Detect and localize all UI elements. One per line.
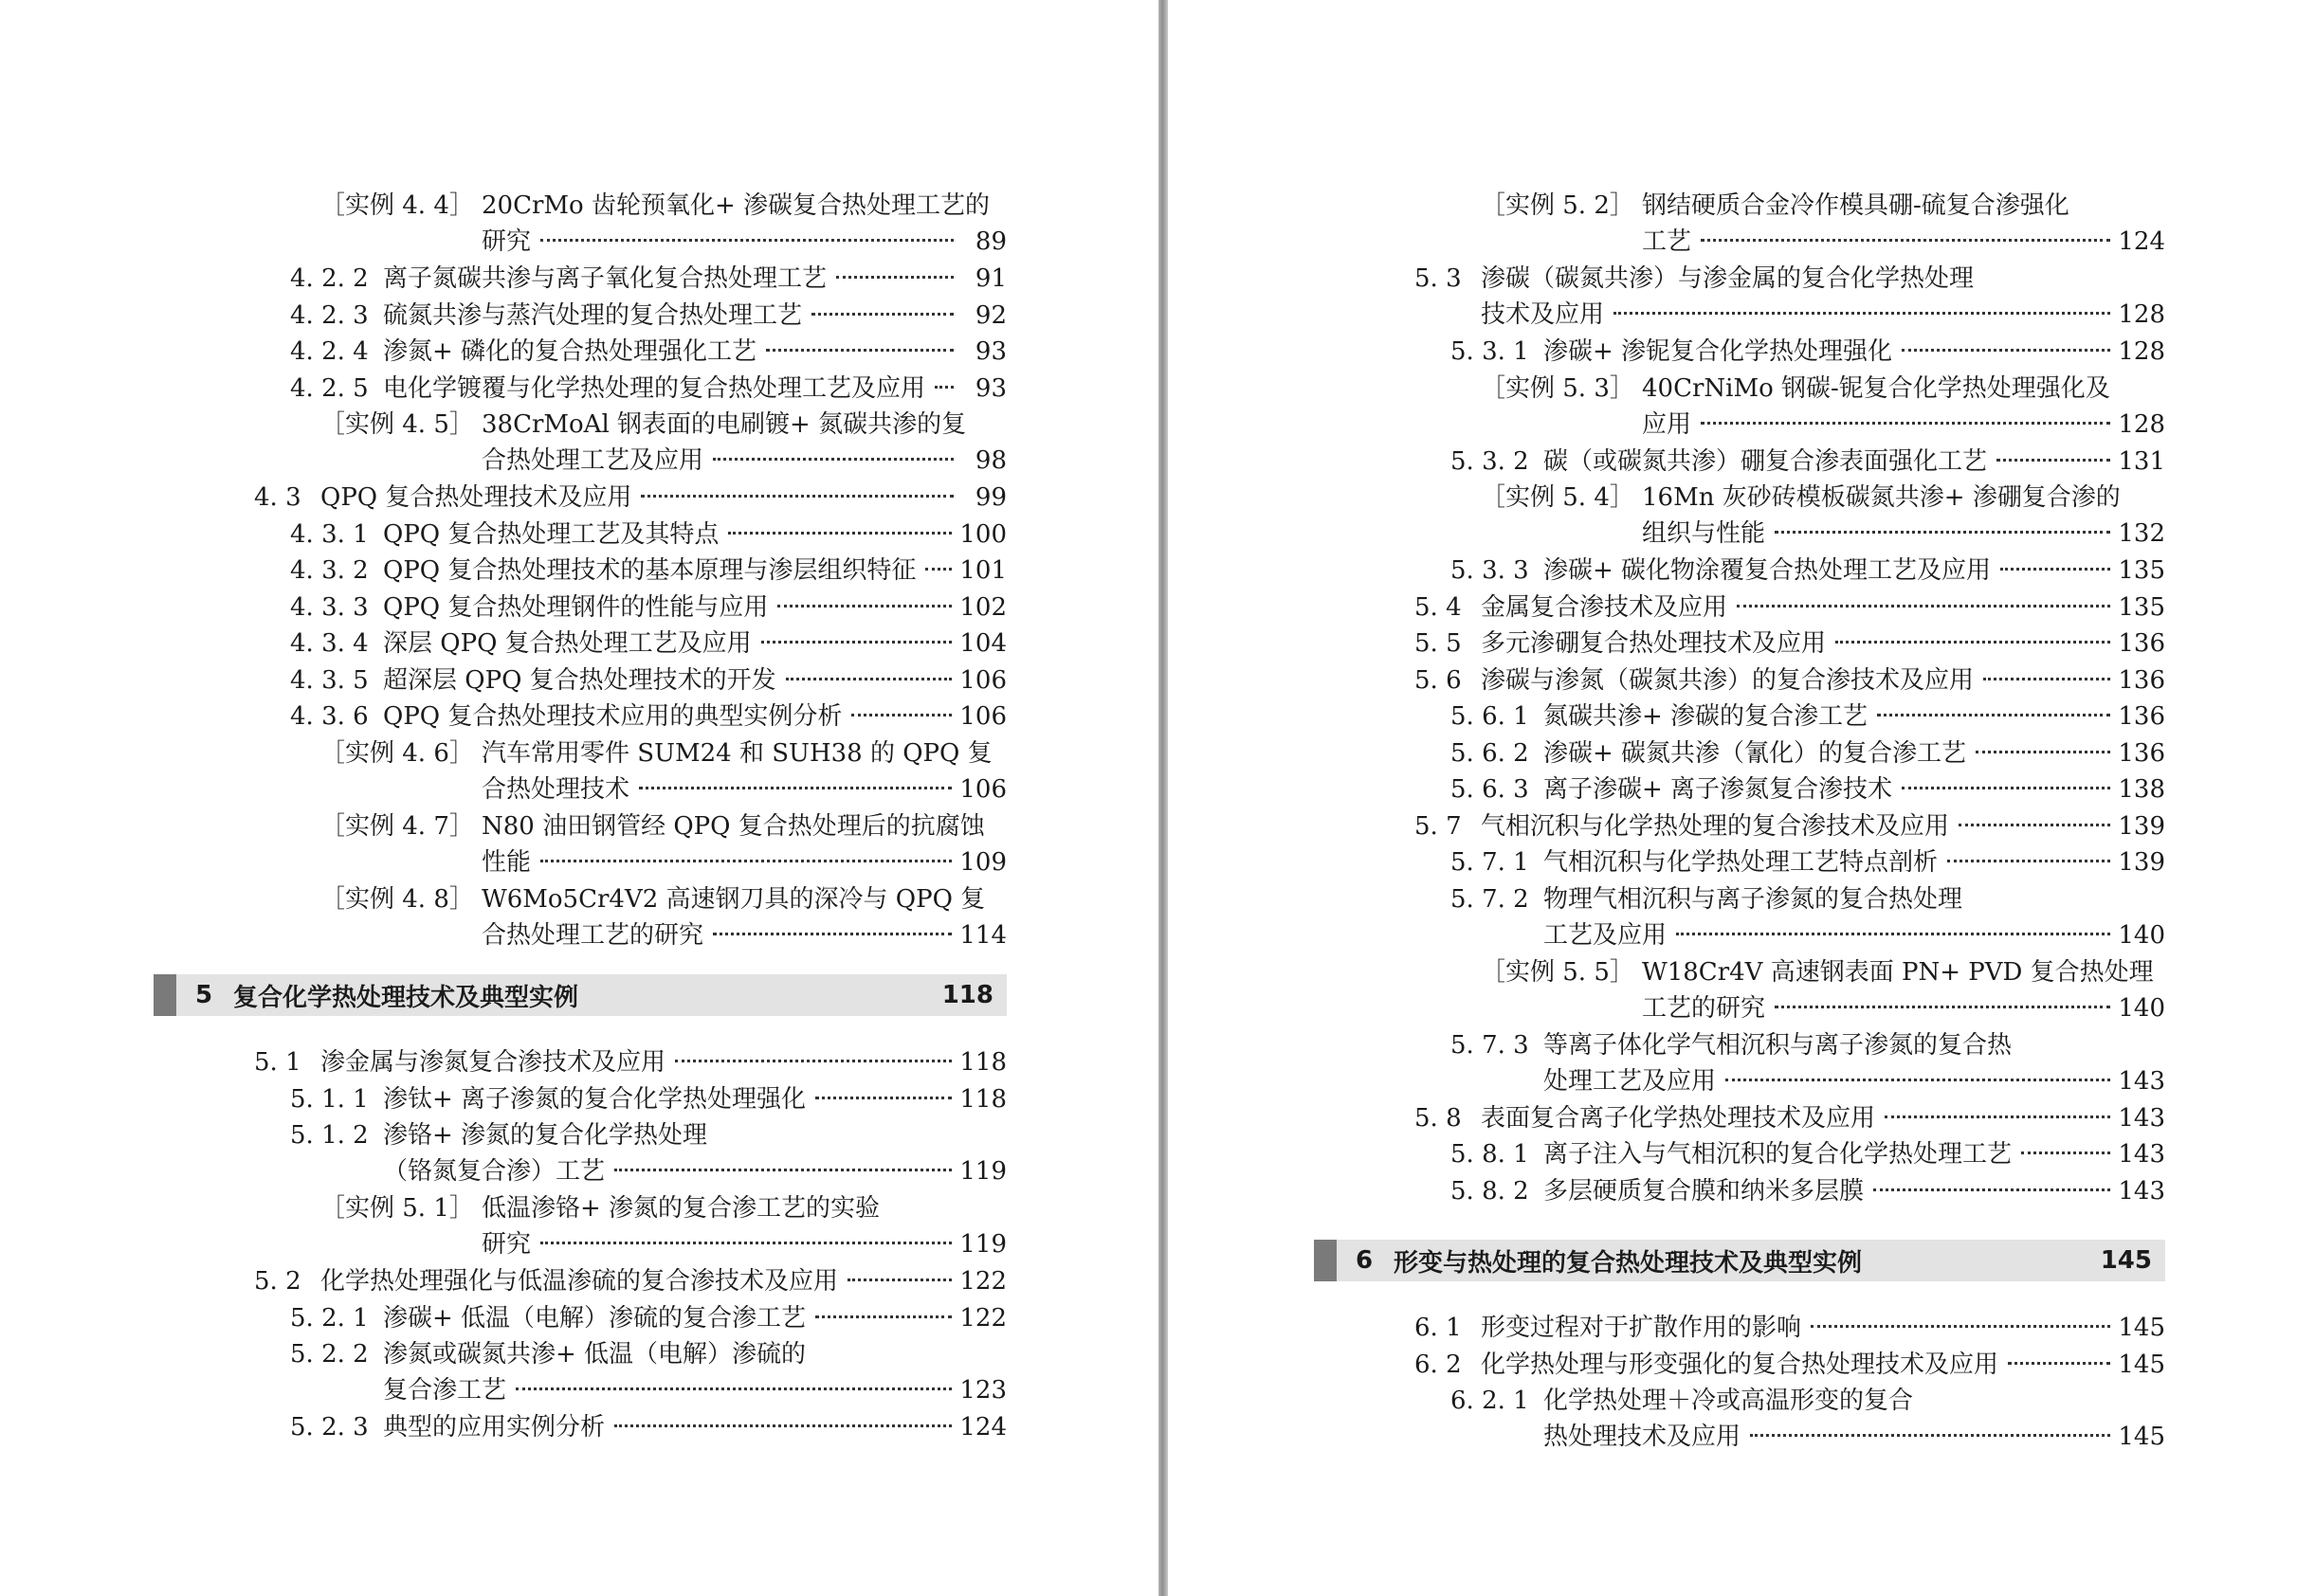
page-number: 135 — [2118, 556, 2165, 585]
leader-dots — [1775, 1006, 2110, 1008]
section-number: 5. 7. 2 — [1450, 884, 1529, 914]
page-number: 128 — [2118, 300, 2165, 329]
leader-dots — [516, 1387, 952, 1390]
toc-example-entry[interactable] — [1481, 480, 2165, 552]
section-title: 离子氮碳共渗与离子氧化复合热处理工艺 — [383, 264, 828, 293]
leader-dots — [1750, 1434, 2110, 1437]
section-number: ［实例 5. 3］ — [1481, 373, 1634, 403]
section-title: W18Cr4V 高速钢表面 PN+ PVD 复合热处理 — [1642, 957, 2154, 987]
page-number: 128 — [2118, 409, 2165, 439]
leader-dots — [639, 787, 952, 789]
toc-section-entry[interactable] — [1414, 808, 2165, 844]
section-title-continued: 组织与性能 — [1642, 519, 1766, 548]
section-title-continued: 性能 — [482, 847, 532, 877]
page-number: 124 — [2118, 227, 2165, 256]
toc-section-entry[interactable] — [1450, 698, 2165, 735]
section-title: 渗金属与渗氮复合渗技术及应用 — [320, 1048, 666, 1077]
section-number: 5. 7. 3 — [1450, 1030, 1529, 1060]
leader-dots — [851, 714, 952, 716]
section-number: 4. 3. 3 — [290, 592, 369, 622]
leader-dots — [1775, 531, 2110, 534]
section-title: 电化学镀覆与化学热处理的复合热处理工艺及应用 — [383, 373, 926, 403]
page-number: 102 — [959, 592, 1007, 622]
page-number: 119 — [959, 1230, 1007, 1259]
section-title: 硫氮共渗与蒸汽处理的复合热处理工艺 — [383, 300, 803, 330]
leader-dots — [761, 641, 953, 644]
section-title: QPQ 复合热处理技术应用的典型实例分析 — [383, 702, 843, 731]
page-number: 140 — [2118, 993, 2165, 1023]
section-title: 碳（或碳氮共渗）硼复合渗表面强化工艺 — [1543, 446, 1988, 476]
leader-dots — [786, 678, 953, 680]
page-number: 93 — [975, 337, 1007, 366]
section-title-continued: 合热处理工艺及应用 — [482, 446, 704, 475]
page-number: 92 — [975, 300, 1007, 330]
chapter-title: 复合化学热处理技术及典型实例 — [233, 983, 579, 1012]
toc-example-entry[interactable] — [320, 407, 1007, 479]
page-number: 118 — [959, 1048, 1007, 1077]
section-title: 渗钛+ 离子渗氮的复合化学热处理强化 — [383, 1084, 807, 1114]
section-title: 物理气相沉积与离子渗氮的复合热处理 — [1543, 884, 1963, 914]
leader-dots — [728, 532, 952, 535]
leader-dots — [1725, 1079, 2110, 1081]
toc-section-entry[interactable] — [254, 1263, 1007, 1299]
section-number: 4. 3. 1 — [290, 519, 369, 549]
section-title: 38CrMoAl 钢表面的电刷镀+ 氮碳共渗的复 — [482, 410, 967, 439]
leader-dots — [815, 1097, 952, 1099]
leader-dots — [540, 860, 952, 862]
section-title: 渗氮或碳氮共渗+ 低温（电解）渗硫的 — [383, 1340, 807, 1369]
section-title: 渗碳（碳氮共渗）与渗金属的复合化学热处理 — [1481, 264, 1975, 293]
toc-section-entry[interactable] — [290, 1081, 1007, 1117]
page-number: 143 — [2118, 1103, 2165, 1133]
section-number: 5. 1 — [254, 1048, 301, 1077]
leader-dots — [2021, 1152, 2110, 1154]
page-number: 132 — [2118, 519, 2165, 548]
leader-dots — [1737, 605, 2110, 608]
leader-dots — [540, 239, 954, 242]
section-number: 4. 3. 6 — [290, 702, 369, 731]
page-number: 139 — [2118, 848, 2165, 877]
toc-section-entry[interactable] — [254, 1044, 1007, 1080]
toc-section-entry[interactable] — [1414, 626, 2165, 662]
section-title-continued: 热处理技术及应用 — [1543, 1423, 1741, 1451]
toc-section-entry[interactable] — [290, 698, 1007, 735]
toc-section-entry[interactable] — [1414, 1347, 2165, 1383]
leader-dots — [614, 1169, 952, 1171]
section-number: 5. 7. 1 — [1450, 848, 1529, 877]
chapter-marker — [154, 974, 176, 1016]
toc-section-entry[interactable] — [290, 1409, 1007, 1445]
leader-dots — [925, 568, 952, 571]
toc-example-entry[interactable] — [320, 881, 1007, 953]
page-number: 93 — [975, 373, 1007, 403]
section-title: 化学热处理＋冷或高温形变的复合 — [1543, 1387, 1914, 1415]
section-number: ［实例 4. 6］ — [320, 738, 474, 768]
leader-dots — [540, 1242, 952, 1244]
leader-dots — [675, 1060, 952, 1062]
toc-section-entry[interactable] — [1450, 1173, 2165, 1209]
section-title: 多层硬质复合膜和纳米多层膜 — [1543, 1176, 1865, 1206]
page-number: 101 — [959, 556, 1007, 585]
section-title: 超深层 QPQ 复合热处理技术的开发 — [383, 665, 776, 695]
section-number: 5. 2. 1 — [290, 1303, 369, 1333]
toc-example-entry[interactable] — [1481, 954, 2165, 1026]
toc-section-entry[interactable] — [1414, 662, 2165, 698]
leader-dots — [2008, 1362, 2110, 1365]
section-title-continued: 合热处理工艺的研究 — [482, 920, 704, 950]
leader-dots — [935, 386, 954, 389]
page-number: 124 — [959, 1413, 1007, 1442]
page-number: 145 — [2118, 1350, 2165, 1379]
section-number: 5. 3. 1 — [1450, 337, 1529, 366]
toc-section-entry[interactable] — [290, 589, 1007, 626]
section-title-continued: 研究 — [482, 227, 532, 256]
chapter-number: 6 — [1356, 1246, 1374, 1275]
section-number: 5. 6. 2 — [1450, 738, 1529, 768]
page-number: 128 — [2118, 337, 2165, 366]
section-number: 5. 5 — [1414, 629, 1462, 658]
page-number: 106 — [959, 702, 1007, 731]
page-number: 143 — [2118, 1176, 2165, 1206]
section-number: ［实例 4. 7］ — [320, 811, 474, 841]
leader-dots — [1902, 787, 2110, 789]
section-number: 5. 1. 1 — [290, 1084, 369, 1114]
section-title: 气相沉积与化学热处理的复合渗技术及应用 — [1481, 811, 1950, 841]
section-title: 氮碳共渗+ 渗碳的复合渗工艺 — [1543, 702, 1868, 731]
toc-section-entry[interactable] — [1450, 1383, 2165, 1455]
section-title: 典型的应用实例分析 — [383, 1413, 606, 1442]
page-number: 139 — [2118, 811, 2165, 841]
section-number: 5. 3. 2 — [1450, 446, 1529, 476]
section-title: 等离子体化学气相沉积与离子渗氮的复合热 — [1543, 1030, 2013, 1060]
section-title-continued: 应用 — [1642, 409, 1692, 439]
section-title: 渗碳+ 低温（电解）渗硫的复合渗工艺 — [383, 1303, 807, 1333]
toc-section-entry[interactable] — [1450, 553, 2165, 589]
section-title-continued: 技术及应用 — [1481, 300, 1605, 329]
section-title: N80 油田钢管经 QPQ 复合热处理后的抗腐蚀 — [482, 811, 985, 841]
section-number: ［实例 4. 4］ — [320, 191, 474, 220]
leader-dots — [777, 605, 952, 608]
toc-section-entry[interactable] — [254, 480, 1007, 516]
page-number: 122 — [959, 1267, 1007, 1296]
toc-section-entry[interactable] — [1450, 844, 2165, 880]
page-number: 136 — [2118, 665, 2165, 695]
toc-section-entry[interactable] — [1450, 881, 2165, 953]
section-number: 5. 3. 3 — [1450, 556, 1529, 585]
toc-section-entry[interactable] — [1414, 1100, 2165, 1136]
section-title: 离子渗碳+ 离子渗氮复合渗技术 — [1543, 775, 1893, 804]
page-number: 135 — [2118, 592, 2165, 622]
page-number: 99 — [975, 483, 1007, 512]
page-number: 131 — [2118, 446, 2165, 476]
section-number: 5. 3 — [1414, 264, 1462, 293]
toc-section-entry[interactable] — [1450, 1136, 2165, 1172]
toc-section-entry[interactable] — [290, 662, 1007, 698]
leader-dots — [1885, 1115, 2110, 1118]
chapter-heading[interactable] — [154, 974, 1007, 1016]
section-title: QPQ 复合热处理工艺及其特点 — [383, 519, 720, 549]
section-title: 40CrNiMo 钢碳-铌复合化学热处理强化及 — [1642, 373, 2110, 403]
toc-section-entry[interactable] — [290, 553, 1007, 589]
leader-dots — [1947, 860, 2110, 862]
section-title-continued: 处理工艺及应用 — [1543, 1066, 1717, 1096]
leader-dots — [1996, 459, 2110, 462]
leader-dots — [1902, 349, 2110, 352]
section-number: ［实例 4. 5］ — [320, 410, 474, 439]
leader-dots — [2000, 568, 2110, 571]
page-number: 118 — [959, 1084, 1007, 1114]
toc-section-entry[interactable] — [290, 261, 1007, 297]
page-number: 145 — [2118, 1423, 2165, 1451]
page-number: 91 — [975, 264, 1007, 293]
page-number: 109 — [959, 847, 1007, 877]
page-number: 143 — [2118, 1140, 2165, 1169]
section-number: 5. 8. 1 — [1450, 1140, 1529, 1169]
section-number: 6. 1 — [1414, 1314, 1462, 1342]
leader-dots — [1701, 422, 2110, 425]
toc-example-entry[interactable] — [320, 735, 1007, 807]
page-number: 89 — [975, 227, 1007, 256]
leader-dots — [1676, 933, 2110, 935]
page-number: 122 — [959, 1303, 1007, 1333]
section-number: 5. 2. 2 — [290, 1340, 369, 1369]
page-number: 145 — [2118, 1314, 2165, 1342]
toc-section-entry[interactable] — [1450, 735, 2165, 771]
page-number: 136 — [2118, 629, 2165, 658]
section-title-continued: 工艺 — [1642, 227, 1692, 256]
section-title: QPQ 复合热处理钢件的性能与应用 — [383, 592, 769, 622]
toc-section-entry[interactable] — [290, 517, 1007, 553]
section-title: 汽车常用零件 SUM24 和 SUH38 的 QPQ 复 — [482, 738, 993, 768]
chapter-page-number: 118 — [941, 981, 993, 1009]
section-number: 4. 2. 4 — [290, 337, 369, 366]
leader-dots — [1959, 824, 2110, 826]
page-number: 114 — [959, 920, 1007, 950]
section-title-continued: （铬氮复合渗）工艺 — [383, 1157, 606, 1186]
leader-dots — [848, 1279, 952, 1281]
section-number: 6. 2. 1 — [1450, 1387, 1529, 1415]
section-title: 钢结硬质合金冷作模具硼-硫复合渗强化 — [1642, 191, 2069, 220]
toc-section-entry[interactable] — [290, 1300, 1007, 1336]
section-number: 4. 3. 5 — [290, 665, 369, 695]
leader-dots — [713, 458, 954, 461]
section-title: 20CrMo 齿轮预氧化+ 渗碳复合热处理工艺的 — [482, 191, 990, 220]
section-title: 形变过程对于扩散作用的影响 — [1481, 1314, 1802, 1342]
chapter-marker — [1314, 1240, 1337, 1281]
section-number: 5. 6 — [1414, 665, 1462, 695]
page-number: 136 — [2118, 738, 2165, 768]
leader-dots — [811, 313, 954, 316]
section-number: 5. 6. 1 — [1450, 702, 1529, 731]
toc-section-entry[interactable] — [290, 1336, 1007, 1408]
toc-section-entry[interactable] — [1450, 771, 2165, 807]
section-number: 5. 6. 3 — [1450, 775, 1529, 804]
section-number: ［实例 5. 4］ — [1481, 483, 1634, 512]
section-title-continued: 复合渗工艺 — [383, 1376, 507, 1405]
section-number: 5. 4 — [1414, 592, 1462, 622]
leader-dots — [1613, 312, 2110, 315]
section-number: 5. 2 — [254, 1267, 301, 1296]
leader-dots — [766, 349, 954, 352]
toc-section-entry[interactable] — [290, 626, 1007, 662]
page-number: 104 — [959, 629, 1007, 658]
section-number: ［实例 5. 1］ — [320, 1194, 474, 1223]
section-number: 4. 3. 4 — [290, 629, 369, 658]
section-number: ［实例 4. 8］ — [320, 884, 474, 914]
section-title-continued: 研究 — [482, 1230, 532, 1259]
section-title: 化学热处理与形变强化的复合热处理技术及应用 — [1481, 1350, 1999, 1379]
toc-page-right — [1168, 0, 2315, 1596]
chapter-title: 形变与热处理的复合热处理技术及典型实例 — [1394, 1248, 1863, 1278]
page-number: 123 — [959, 1376, 1007, 1405]
leader-dots — [713, 933, 952, 935]
section-title: W6Mo5Cr4V2 高速钢刀具的深冷与 QPQ 复 — [482, 884, 986, 914]
section-number: 5. 7 — [1414, 811, 1462, 841]
section-title: 16Mn 灰砂砖模板碳氮共渗+ 渗硼复合渗的 — [1642, 483, 2121, 512]
section-number: ［实例 5. 5］ — [1481, 957, 1634, 987]
toc-section-entry[interactable] — [290, 1117, 1007, 1189]
section-title: 渗碳与渗氮（碳氮共渗）的复合渗技术及应用 — [1481, 665, 1975, 695]
section-number: ［实例 5. 2］ — [1481, 191, 1634, 220]
section-title: 气相沉积与化学热处理工艺特点剖析 — [1543, 848, 1939, 877]
page-number: 106 — [959, 774, 1007, 804]
section-title: 表面复合离子化学热处理技术及应用 — [1481, 1103, 1876, 1133]
section-number: 5. 8 — [1414, 1103, 1462, 1133]
section-title: 渗碳+ 碳化物涂覆复合热处理工艺及应用 — [1543, 556, 1992, 585]
section-title-continued: 工艺及应用 — [1543, 920, 1668, 950]
section-title: 离子注入与气相沉积的复合化学热处理工艺 — [1543, 1140, 2013, 1169]
chapter-number: 5 — [195, 981, 213, 1009]
section-title: 渗碳+ 碳氮共渗（氰化）的复合渗工艺 — [1543, 738, 1967, 768]
section-number: 4. 3 — [254, 483, 301, 512]
toc-section-entry[interactable] — [290, 371, 1007, 407]
toc-section-entry[interactable] — [1450, 334, 2165, 370]
page-number: 106 — [959, 665, 1007, 695]
section-title: 化学热处理强化与低温渗硫的复合渗技术及应用 — [320, 1267, 839, 1296]
leader-dots — [1983, 678, 2110, 680]
leader-dots — [1811, 1325, 2110, 1328]
toc-section-entry[interactable] — [1414, 1310, 2165, 1346]
leader-dots — [815, 1315, 952, 1318]
book-gutter — [1158, 0, 1168, 1596]
chapter-page-number: 145 — [2100, 1246, 2152, 1275]
page-number: 143 — [2118, 1066, 2165, 1096]
section-number: 4. 2. 3 — [290, 300, 369, 330]
page-number: 136 — [2118, 702, 2165, 731]
leader-dots — [1701, 239, 2110, 242]
section-title-continued: 合热处理技术 — [482, 774, 630, 804]
leader-dots — [836, 276, 954, 279]
page-number: 100 — [959, 519, 1007, 549]
section-title: 金属复合渗技术及应用 — [1481, 592, 1728, 622]
section-number: 4. 3. 2 — [290, 556, 369, 585]
chapter-heading[interactable] — [1314, 1240, 2165, 1281]
leader-dots — [614, 1424, 952, 1427]
leader-dots — [1976, 751, 2110, 753]
page-number: 138 — [2118, 775, 2165, 804]
section-number: 5. 8. 2 — [1450, 1176, 1529, 1206]
page-number: 140 — [2118, 920, 2165, 950]
section-number: 5. 1. 2 — [290, 1121, 369, 1150]
section-title: 渗碳+ 渗铌复合化学热处理强化 — [1543, 337, 1893, 366]
toc-section-entry[interactable] — [290, 334, 1007, 370]
leader-dots — [1835, 641, 2110, 644]
toc-example-entry[interactable] — [1481, 371, 2165, 443]
section-number: 4. 2. 5 — [290, 373, 369, 403]
section-title: 渗氮+ 磷化的复合热处理强化工艺 — [383, 337, 757, 366]
toc-section-entry[interactable] — [290, 298, 1007, 334]
section-title: 深层 QPQ 复合热处理工艺及应用 — [383, 629, 752, 658]
section-title: QPQ 复合热处理技术及应用 — [320, 483, 632, 512]
toc-example-entry[interactable] — [1481, 188, 2165, 260]
section-number: 4. 2. 2 — [290, 264, 369, 293]
toc-section-entry[interactable] — [1414, 589, 2165, 626]
page-number: 119 — [959, 1157, 1007, 1186]
toc-section-entry[interactable] — [1450, 1027, 2165, 1099]
toc-example-entry[interactable] — [320, 1190, 1007, 1262]
toc-section-entry[interactable] — [1450, 444, 2165, 480]
section-title: 多元渗硼复合热处理技术及应用 — [1481, 629, 1827, 658]
section-title-continued: 工艺的研究 — [1642, 993, 1766, 1023]
toc-example-entry[interactable] — [320, 808, 1007, 880]
section-title: 低温渗铬+ 渗氮的复合渗工艺的实验 — [482, 1194, 881, 1223]
toc-section-entry[interactable] — [1414, 261, 2165, 333]
section-number: 5. 2. 3 — [290, 1413, 369, 1442]
leader-dots — [1873, 1188, 2110, 1191]
section-title: QPQ 复合热处理技术的基本原理与渗层组织特征 — [383, 556, 917, 585]
section-number: 6. 2 — [1414, 1350, 1462, 1379]
leader-dots — [641, 495, 954, 498]
toc-example-entry[interactable] — [320, 188, 1007, 260]
section-title: 渗铬+ 渗氮的复合化学热处理 — [383, 1121, 708, 1150]
leader-dots — [1877, 714, 2110, 716]
page-number: 98 — [975, 446, 1007, 475]
